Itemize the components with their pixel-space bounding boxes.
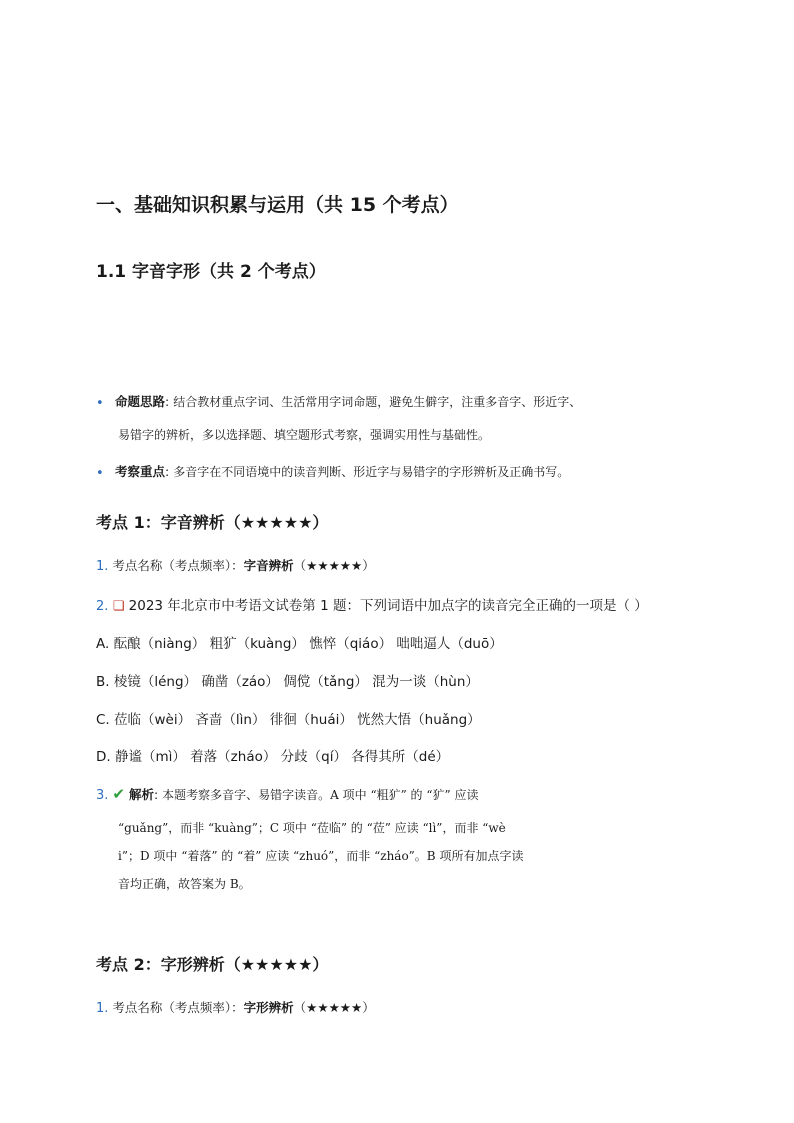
bullet-label: 命题思路	[115, 394, 166, 409]
section-title: 一、基础知识积累与运用（共 15 个考点）	[96, 194, 459, 216]
bullet-label: 考察重点	[115, 464, 166, 479]
bullet-dot-icon: •	[96, 396, 104, 411]
option-a: A. 酝酿（niàng） 粗犷（kuàng） 憔悴（qiáo） 咄咄逼人（duō）	[96, 636, 503, 652]
bullet-line: 考察重点: 多音字在不同语境中的读音判断、形近字与易错字的字形辨析及正确书写。	[115, 464, 570, 479]
option-b: B. 棱镜（léng） 确凿（záo） 倜傥（tǎng） 混为一谈（hùn）	[96, 674, 479, 690]
option-c: C. 莅临（wèi） 吝啬（lìn） 徘徊（huái） 恍然大悟（huǎng）	[96, 712, 481, 728]
option-d: D. 静谧（mì） 着落（zháo） 分歧（qí） 各得其所（dé）	[96, 749, 450, 765]
bullet-item-focus	[96, 462, 104, 481]
analysis-line: “guǎng”，而非 “kuàng”；C 项中 “莅临” 的 “莅” 应读 “lì”，而非 “wè	[118, 821, 506, 835]
point-heading: 考点 1：字音辨析（★★★★★）	[96, 513, 329, 532]
list-item: 1. 考点名称（考点频率）：字音辨析（★★★★★）	[96, 558, 375, 574]
bullet-dot-icon: •	[96, 466, 104, 481]
list-item-question: 2. ❏ 2023 年北京市中考语文试卷第 1 题：下列词语中加点字的读音完全正确的一项是（ ）	[96, 598, 648, 614]
analysis-line: 音均正确，故答案为 B。	[118, 877, 251, 891]
check-icon: ✔	[112, 785, 125, 803]
list-item: 1. 考点名称（考点频率）：字形辨析（★★★★★）	[96, 1000, 375, 1016]
checkbox-icon: ❏	[112, 599, 125, 614]
list-item-analysis: 3. ✔ 解析: 本题考察多音字、易错字读音。A 项中 “粗犷” 的 “犷” 应读	[96, 785, 479, 803]
subsection-title: 1.1 字音字形（共 2 个考点）	[96, 262, 326, 282]
point-heading: 考点 2：字形辨析（★★★★★）	[96, 955, 329, 974]
bullet-item-approach	[96, 392, 104, 411]
bullet-line: 命题思路: 结合教材重点字词、生活常用字词命题，避免生僻字，注重多音字、形近字、	[115, 394, 582, 409]
bullet-line-continued: 易错字的辨析，多以选择题、填空题形式考察，强调实用性与基础性。	[118, 428, 491, 442]
analysis-line: i”；D 项中 “着落” 的 “着” 应读 “zhuó”，而非 “zháo”。B 项所有加点字读	[118, 849, 524, 863]
